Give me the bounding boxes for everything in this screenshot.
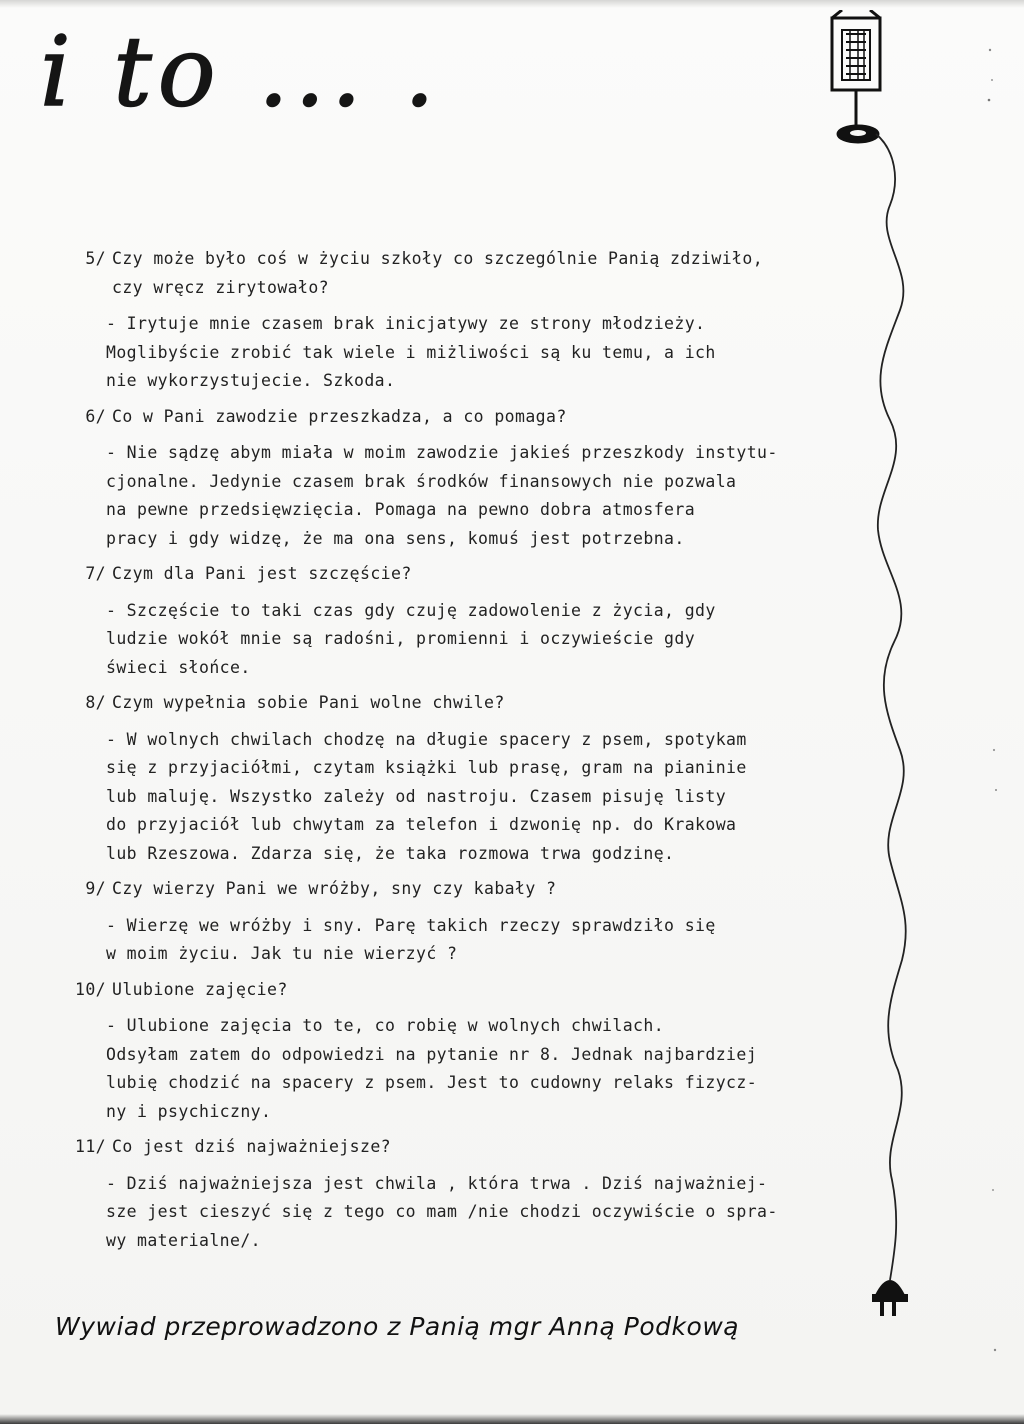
answer-text: - Szczęście to taki czas gdy czuję zadowolenie z życia, gdy ludzie wokół mnie są radośni, promienni i oczywieście gdy świeci słońce.: [106, 600, 716, 677]
scan-edge-bottom: [0, 1414, 1024, 1424]
lamp-icon: [832, 10, 880, 142]
question-number: 6/: [85, 406, 106, 426]
question-number: 7/: [85, 564, 106, 583]
question-text: Czy może było coś w życiu szkoły co szczególnie Panią zdziwiło, czy wręcz zirytowało?: [112, 249, 764, 297]
question-text: Co w Pani zawodzie przeszkadza, a co pomaga?: [112, 406, 567, 426]
question: [60, 403, 835, 432]
question-number: 5/: [85, 249, 106, 268]
question-text: Czym wypełnia sobie Pani wolne chwile?: [112, 693, 505, 712]
qa-item: [60, 403, 835, 554]
heading-text: i to ... .: [40, 16, 441, 128]
qa-item: [60, 1133, 835, 1255]
question: [60, 875, 835, 904]
plug-icon: [872, 1280, 908, 1316]
question-text: Ulubione zajęcie?: [112, 979, 288, 999]
question: [60, 245, 835, 302]
answer-text: - Wierzę we wróżby i sny. Parę takich rzeczy sprawdziło się w moim życiu. Jak tu nie wierzyć ?: [106, 915, 716, 963]
question: [60, 976, 835, 1005]
question-number: 10/: [74, 979, 106, 999]
question-number: 9/: [85, 879, 106, 898]
question-text: Czy wierzy Pani we wróżby, sny czy kabały ?: [112, 879, 557, 898]
qa-item: [60, 689, 835, 868]
scan-specks: [984, 30, 1004, 1410]
lamp-cord: [876, 134, 906, 1280]
answer-text: - Irytuje mnie czasem brak inicjatywy ze strony młodzieży. Moglibyście zrobić tak wiele i miżliwości są ku temu, a ich nie wykorzystujecie. Szkoda.: [106, 314, 716, 390]
signature-line: Wywiad przeprowadzono z Panią mgr Anną Podkową: [55, 1312, 740, 1341]
answer-text: - Nie sądzę abym miała w moim zawodzie jakieś przeszkody instytu- cjonalne. Jedynie czasem brak środków finansowych nie pozwala na pewne przedsięwzięcia. Pomaga na pewno dobra atmosfera pracy i gdy widzę, że ma ona sens, komuś jest potrzebna.: [106, 443, 778, 548]
question: [60, 560, 835, 589]
interview-content: [60, 245, 835, 1262]
qa-item: [60, 875, 835, 969]
question: [60, 1133, 835, 1162]
question: [60, 689, 835, 718]
answer-text: - W wolnych chwilach chodzę na długie spacery z psem, spotykam się z przyjaciółmi, czytam książki lub prasę, gram na pianinie lub maluję. Wszystko zależy od nastroju. Czasem pisuję listy do przyjaciół lub chwytam za telefon i dzwonię np. do Krakowa lub Rzeszowa. Zdarza się, że taka rozmowa trwa godzinę.: [106, 729, 747, 863]
question-number: 11/: [74, 1137, 106, 1156]
qa-item: [60, 976, 835, 1127]
lamp-doodle: [820, 10, 920, 1320]
answer-text: - Dziś najważniejsza jest chwila , która trwa . Dziś najważniej- sze jest cieszyć się z tego co mam /nie chodzi oczywiście o spra- wy materialne/.: [106, 1173, 778, 1250]
page-heading: [30, 0, 550, 140]
qa-item: [60, 560, 835, 682]
answer-text: - Ulubione zajęcia to te, co robię w wolnych chwilach. Odsyłam zatem do odpowiedzi na pytanie nr 8. Jednak najbardziej lubię chodzić na spacery z psem. Jest to cudowny relaks fizycz- ny i psychiczny.: [106, 1016, 758, 1121]
question-text: Co jest dziś najważniejsze?: [112, 1137, 392, 1156]
qa-item: [60, 245, 835, 396]
question-number: 8/: [85, 693, 106, 712]
question-text: Czym dla Pani jest szczęście?: [112, 564, 412, 583]
